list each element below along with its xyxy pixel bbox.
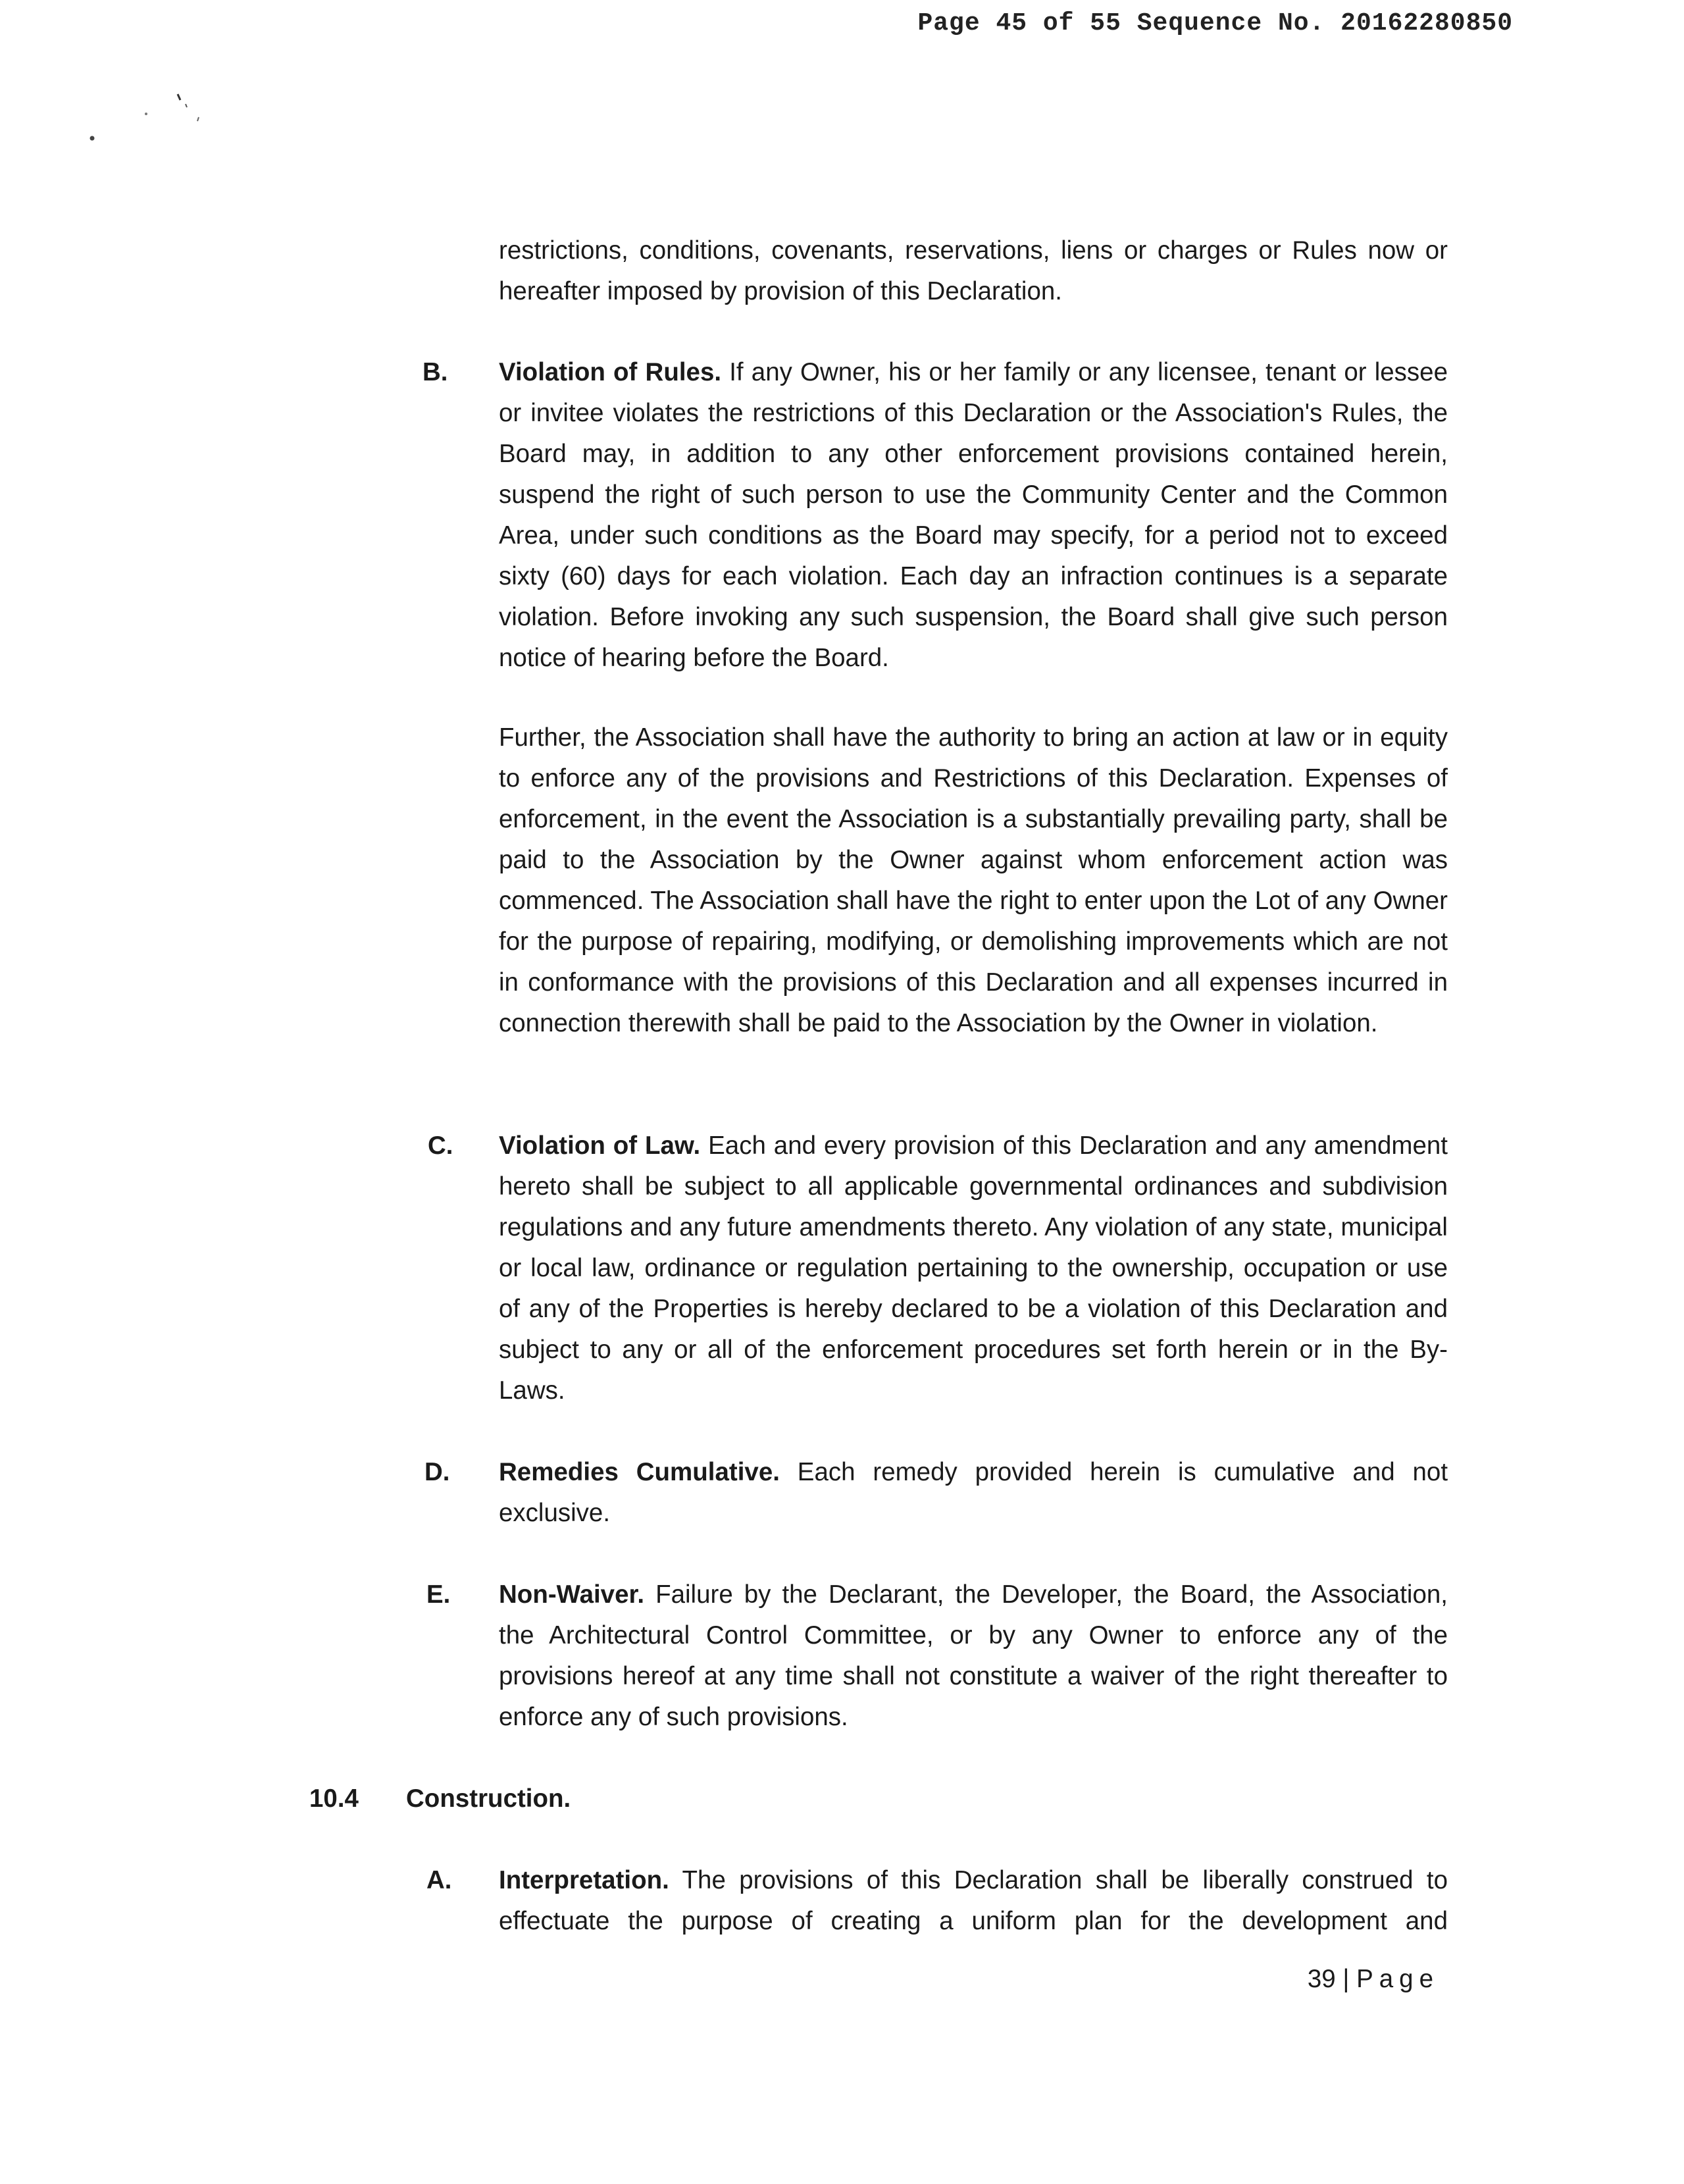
item-e-letter: E. [426,1580,451,1609]
item-c-text: Each and every provision of this Declaration and any amendment hereto shall be subject to all applicable governmental ordinances and subdivision regulations and any future amendments thereto. Any violation of any state, municipal or local law, ordinance or regulation pertaining to the ownership, occupation or use of any of the Properties is hereby declared to be a violation of this Declaration and subject to any or all of the enforcement procedures set forth herein or in the By-Laws. [499,1131,1448,1405]
footer-page-label: Page [1356,1965,1439,1993]
item-d-heading: Remedies Cumulative. [499,1458,780,1486]
sequence-stamp: Page 45 of 55 Sequence No. 20162280850 [917,9,1513,38]
item-b-paragraph [499,352,1448,679]
item-b-letter: B. [422,358,448,386]
item-d-text: Each remedy provided herein is cumulative and not exclusive. [499,1458,1448,1527]
carryover-text: restrictions, conditions, covenants, reservations, liens or charges or Rules now or hereafter imposed by provision of this Declaration. [499,236,1448,305]
item-e-paragraph [499,1574,1448,1738]
item-b-heading: Violation of Rules. [499,358,722,386]
item-a-heading: Interpretation. [499,1866,669,1894]
item-e-heading: Non-Waiver. [499,1580,645,1609]
item-d-paragraph [499,1452,1448,1534]
item-a-letter: A. [426,1866,452,1894]
section-number: 10.4 [309,1784,359,1813]
item-c-letter: C. [428,1131,453,1160]
page-footer [1308,1959,1439,2000]
footer-page-number: 39 [1307,1965,1336,1993]
item-d-letter: D. [424,1458,450,1486]
section-title: Construction. [406,1784,571,1813]
item-a-paragraph [499,1860,1448,1942]
item-b-paragraph-2 [499,717,1448,1044]
carryover-paragraph [499,230,1448,312]
footer-separator: | [1342,1965,1350,1993]
item-b-text-2: Further, the Association shall have the authority to bring an action at law or in equity to enforce any of the provisions and Restrictions of this Declaration. Expenses of enforcement, in the event the Association is a substantially prevailing party, shall be paid to the Association by the Owner against whom enforcement action was commenced. The Association shall have the right to enter upon the Lot of any Owner for the purpose of repairing, modifying, or demolishing improvements which are not in conformance with the provisions of this Declaration and all expenses incurred in connection therewith shall be paid to the Association by the Owner in violation. [499,723,1448,1037]
scan-specks [0,0,263,171]
item-a-text: The provisions of this Declaration shall be liberally construed to effectuate the purpose of creating a uniform plan for the development and [499,1866,1448,1935]
item-b-text: If any Owner, his or her family or any licensee, tenant or lessee or invitee violates the restrictions of this Declaration or the Association's Rules, the Board may, in addition to any other enforcement provisions contained herein, suspend the right of such person to use the Community Center and the Common Area, under such conditions as the Board may specify, for a period not to exceed sixty (60) days for each violation. Each day an infraction continues is a separate violation. Before invoking any such suspension, the Board shall give such person notice of hearing before the Board. [499,358,1448,672]
item-c-heading: Violation of Law. [499,1131,701,1160]
item-e-text: Failure by the Declarant, the Developer, the Board, the Association, the Architectural Control Committee, or by any Owner to enforce any of the provisions hereof at any time shall not constitute a waiver of the right thereafter to enforce any of such provisions. [499,1580,1448,1731]
item-c-paragraph [499,1126,1448,1411]
